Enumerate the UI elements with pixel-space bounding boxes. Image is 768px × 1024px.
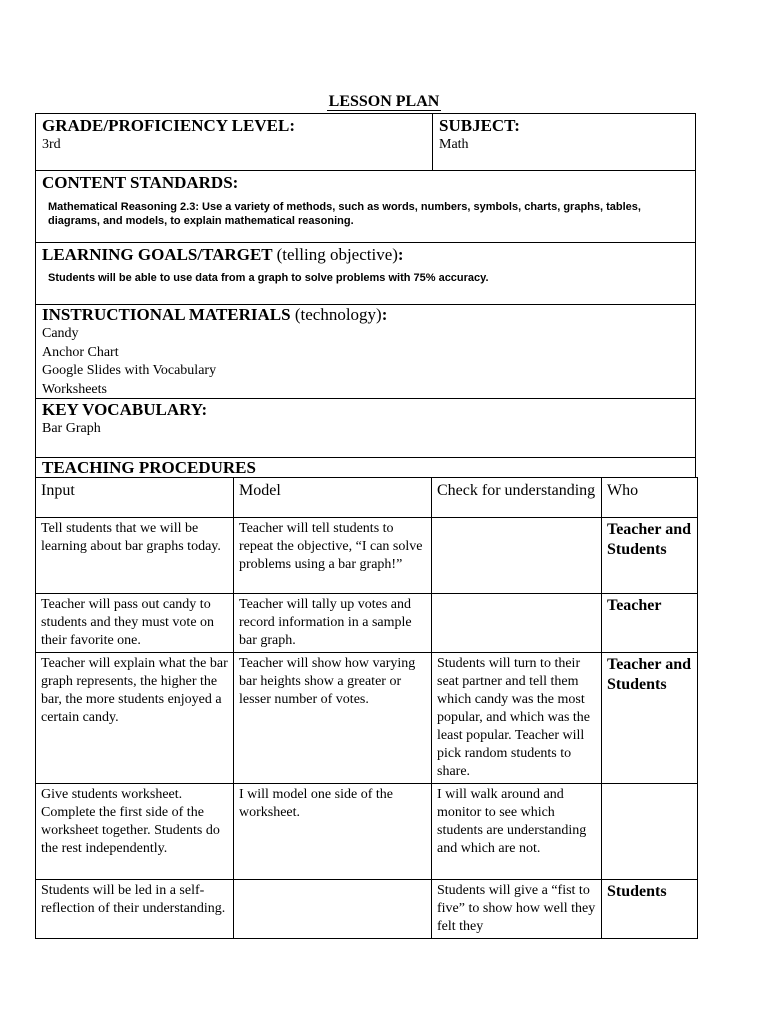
grade-label: GRADE/PROFICIENCY LEVEL: — [42, 116, 295, 135]
grade-value: 3rd — [42, 137, 61, 152]
check-cell: Students will turn to their seat partner and tell them which candy was the most popular, and which was the least popular. Teacher will pick random students to share. — [432, 653, 602, 784]
content-standards-section — [35, 170, 696, 243]
input-cell: Students will be led in a self-reflection of their understanding. — [36, 880, 234, 939]
content-standards-value: Mathematical Reasoning 2.3: Use a variety of methods, such as words, numbers, symbols, charts, graphs, tables, diagrams, and models, to explain mathematical reasoning. — [48, 201, 641, 227]
grade-cell — [36, 114, 432, 170]
procedures-label: TEACHING PROCEDURES — [42, 458, 256, 477]
vocabulary-value: Bar Graph — [42, 421, 101, 436]
vocabulary-section — [35, 398, 696, 458]
who-cell — [602, 784, 698, 880]
procedure-row — [36, 594, 698, 653]
subject-value: Math — [439, 137, 469, 152]
procedures-heading-row — [35, 457, 696, 478]
model-cell: Teacher will show how varying bar heights show a greater or lesser number of votes. — [234, 653, 432, 784]
column-header-model: Model — [234, 478, 432, 518]
procedures-header-row — [36, 478, 698, 518]
page-title: LESSON PLAN — [328, 93, 440, 110]
input-cell: Tell students that we will be learning about bar graphs today. — [36, 518, 234, 594]
materials-item: Worksheets — [42, 381, 107, 397]
subject-label: SUBJECT: — [439, 116, 520, 135]
materials-heading: INSTRUCTIONAL MATERIALS (technology): — [42, 305, 388, 324]
learning-goals-value: Students will be able to use data from a graph to solve problems with 75% accuracy. — [48, 272, 489, 284]
check-cell: I will walk around and monitor to see which students are understanding and which are not. — [432, 784, 602, 880]
content-standards-label: CONTENT STANDARDS: — [42, 173, 239, 192]
procedure-row — [36, 784, 698, 880]
column-header-check: Check for understanding — [432, 478, 602, 518]
input-cell: Teacher will explain what the bar graph represents, the higher the bar, the more students enjoyed a certain candy. — [36, 653, 234, 784]
vocabulary-label: KEY VOCABULARY: — [42, 400, 208, 419]
model-cell: Teacher will tell students to repeat the objective, “I can solve problems using a bar graph!” — [234, 518, 432, 594]
who-cell: Teacher — [602, 594, 698, 653]
input-cell: Teacher will pass out candy to students and they must vote on their favorite one. — [36, 594, 234, 653]
procedure-row — [36, 518, 698, 594]
check-cell — [432, 594, 602, 653]
materials-item: Anchor Chart — [42, 344, 119, 360]
model-cell: Teacher will tally up votes and record information in a sample bar graph. — [234, 594, 432, 653]
column-header-input: Input — [36, 478, 234, 518]
who-cell: Teacher and Students — [602, 518, 698, 594]
check-cell: Students will give a “fist to five” to show how well they felt they — [432, 880, 602, 939]
who-cell: Students — [602, 880, 698, 939]
learning-goals-heading: LEARNING GOALS/TARGET (telling objective): — [42, 245, 404, 264]
model-cell — [234, 880, 432, 939]
input-cell: Give students worksheet. Complete the first side of the worksheet together. Students do the rest independently. — [36, 784, 234, 880]
procedures-table — [35, 477, 698, 939]
procedure-row — [36, 653, 698, 784]
materials-item: Google Slides with Vocabulary — [42, 363, 217, 378]
grade-subject-section — [35, 113, 696, 171]
who-cell: Teacher and Students — [602, 653, 698, 784]
materials-section — [35, 304, 696, 399]
materials-item: Candy — [42, 326, 79, 341]
check-cell — [432, 518, 602, 594]
subject-cell — [433, 114, 697, 170]
learning-goals-section — [35, 242, 696, 305]
model-cell: I will model one side of the worksheet. — [234, 784, 432, 880]
column-header-who: Who — [602, 478, 698, 518]
procedure-row — [36, 880, 698, 939]
